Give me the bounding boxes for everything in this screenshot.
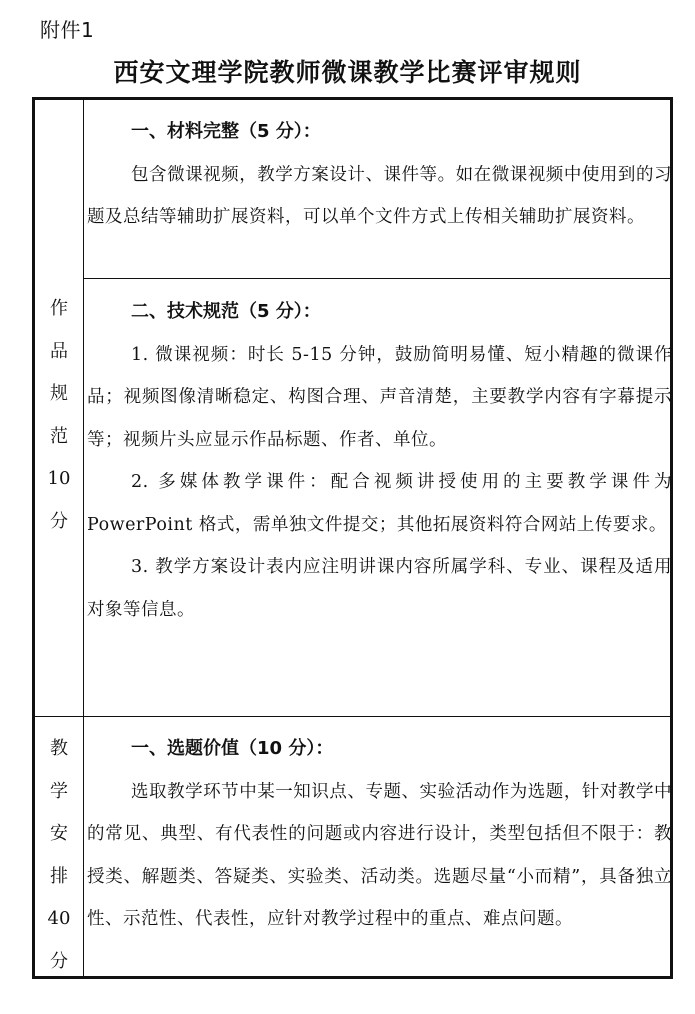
row-divider-2 xyxy=(35,716,670,717)
materials-text: 包含微课视频，教学方案设计、课件等。如在微课视频中使用到的习题及总结等辅助扩展资料，可以单个文件方式上传相关辅助扩展资料。 xyxy=(87,164,672,227)
label-char: 品 xyxy=(50,340,68,362)
topic-text: 选取教学环节中某一知识点、专题、实验活动作为选题，针对教学中的常见、典型、有代表性的问题或内容进行设计，类型包括但不限于：教授类、解题类、答疑类、实验类、活动类。选题尽量“小而精”，具备独立性、示范性、代表性，应针对教学过程中的重点、难点问题。 xyxy=(87,781,672,929)
topic-value-block xyxy=(87,728,672,941)
label-char: 排 xyxy=(50,865,68,887)
label-char: 作 xyxy=(50,298,68,319)
label-char: 安 xyxy=(50,823,68,844)
technical-item-3: 3. 教学方案设计表内应注明讲课内容所属学科、专业、课程及适用对象等信息。 xyxy=(87,557,672,620)
technical-item-1: 1. 微课视频：时长 5-15 分钟，鼓励简明易懂、短小精趣的微课作品；视频图像清晰稳定、构图合理、声音清楚，主要教学内容有字幕提示等；视频片头应显示作品标题、作者、单位。 xyxy=(87,344,672,450)
label-char: 学 xyxy=(50,780,68,802)
topic-heading: 一、选题价值（10 分）： xyxy=(131,738,334,759)
rules-table xyxy=(32,97,673,979)
document-title: 西安文理学院教师微课教学比赛评审规则 xyxy=(113,58,582,87)
label-char: 40 xyxy=(47,908,71,929)
technical-spec-block xyxy=(87,291,672,631)
technical-heading: 二、技术规范（5 分）： xyxy=(131,301,321,322)
label-char: 范 xyxy=(50,425,68,447)
label-char: 教 xyxy=(50,738,68,759)
attachment-label: 附件1 xyxy=(40,18,95,42)
label-char: 规 xyxy=(50,383,68,404)
row-divider-1 xyxy=(83,278,670,279)
label-char: 分 xyxy=(50,950,68,972)
label-char: 10 xyxy=(47,468,71,489)
materials-heading: 一、材料完整（5 分）： xyxy=(131,121,321,142)
materials-complete-block xyxy=(87,111,672,239)
section-label-teaching-arrangement xyxy=(35,728,83,983)
column-divider xyxy=(83,100,84,976)
technical-item-2: 2. 多媒体教学课件：配合视频讲授使用的主要教学课件为 PowerPoint 格式，需单独文件提交；其他拓展资料符合网站上传要求。 xyxy=(87,472,672,535)
section-label-works-spec xyxy=(35,288,83,543)
label-char: 分 xyxy=(50,510,68,532)
